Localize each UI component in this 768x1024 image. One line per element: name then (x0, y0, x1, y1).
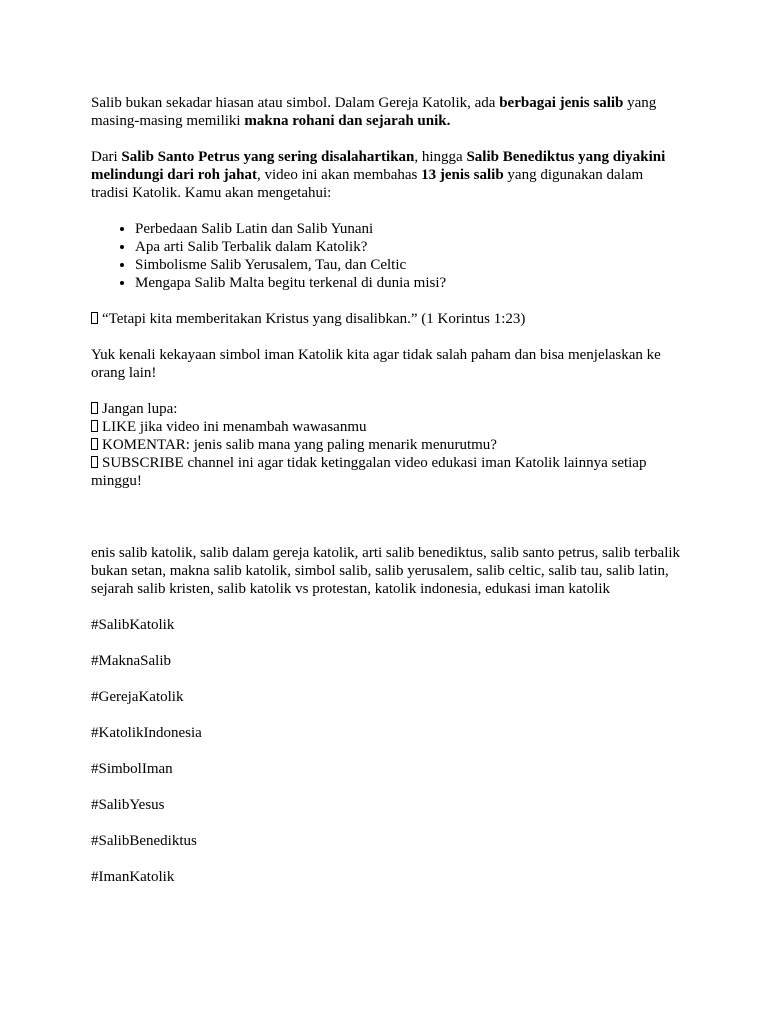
hashtag: #KatolikIndonesia (91, 725, 202, 741)
hashtag: #SimbolIman (91, 761, 173, 777)
reminder-like-text: LIKE jika video ini menambah wawasanmu (102, 419, 367, 435)
intro-bold-2: makna rohani dan sejarah unik. (244, 113, 451, 129)
reminder-comment-text: KOMENTAR: jenis salib mana yang paling menarik menurutmu? (102, 437, 497, 453)
para2-text-4: yang digunakan dalam tradisi Katolik. Kamu akan mengetahui: (91, 167, 644, 201)
missing-glyph-icon (91, 402, 98, 414)
missing-glyph-icon (91, 438, 98, 450)
hashtag: #GerejaKatolik (91, 689, 184, 705)
missing-glyph-icon (91, 456, 98, 468)
reminder-heading (91, 400, 681, 418)
hashtag: #SalibKatolik (91, 617, 175, 633)
invite-paragraph: Yuk kenali kekayaan simbol iman Katolik kita agar tidak salah paham dan bisa menjelaskan ke orang lain! (91, 347, 661, 381)
reminder-subscribe-text: SUBSCRIBE channel ini agar tidak ketinggalan video edukasi iman Katolik lainnya setiap minggu! (91, 455, 647, 489)
document-body (91, 94, 681, 886)
reminder-like (91, 418, 681, 436)
reminder-block (91, 400, 681, 490)
reminder-subscribe (91, 454, 681, 490)
bible-quote (91, 310, 681, 328)
intro-bold-1: berbagai jenis salib (499, 95, 624, 111)
reminder-heading-text: Jangan lupa: (102, 401, 178, 417)
list-item: • Perbedaan Salib Latin dan Salib Yunani (135, 220, 681, 238)
hashtag: #ImanKatolik (91, 869, 175, 885)
hashtag: #SalibBenediktus (91, 833, 197, 849)
para2-text-1: Dari (91, 149, 122, 165)
missing-glyph-icon (91, 420, 98, 432)
intro-text-1: Salib bukan sekadar hiasan atau simbol. Dalam Gereja Katolik, ada (91, 95, 500, 111)
list-item: • Apa arti Salib Terbalik dalam Katolik? (135, 238, 681, 256)
para2-bold-3: 13 jenis salib (421, 167, 504, 183)
keywords-paragraph: enis salib katolik, salib dalam gereja katolik, arti salib benediktus, salib santo petrus, salib terbalik bukan setan, makna salib katolik, simbol salib, salib yerusalem, salib celtic, salib tau, salib latin, sejarah salib kristen, salib katolik vs protestan, katolik indonesia, edukasi iman katolik (91, 545, 681, 597)
intro-text-2: yang masing-masing memiliki (91, 95, 657, 129)
reminder-comment (91, 436, 681, 454)
topic-list (91, 220, 681, 292)
intro-paragraph (91, 94, 681, 130)
description-paragraph (91, 148, 681, 202)
list-item: • Mengapa Salib Malta begitu terkenal di dunia misi? (135, 274, 681, 292)
para2-bold-1: Salib Santo Petrus yang sering disalahartikan (121, 149, 415, 165)
list-item: • Simbolisme Salib Yerusalem, Tau, dan Celtic (135, 256, 681, 274)
para2-text-2: , hingga (414, 149, 467, 165)
hashtag: #SalibYesus (91, 797, 165, 813)
hashtag: #MaknaSalib (91, 653, 171, 669)
para2-bold-2: Salib Benediktus yang diyakini melindungi dari roh jahat (91, 149, 666, 183)
quote-text: “Tetapi kita memberitakan Kristus yang disalibkan.” (1 Korintus 1:23) (102, 311, 526, 327)
para2-text-3: , video ini akan membahas (257, 167, 422, 183)
missing-glyph-icon (91, 312, 98, 324)
